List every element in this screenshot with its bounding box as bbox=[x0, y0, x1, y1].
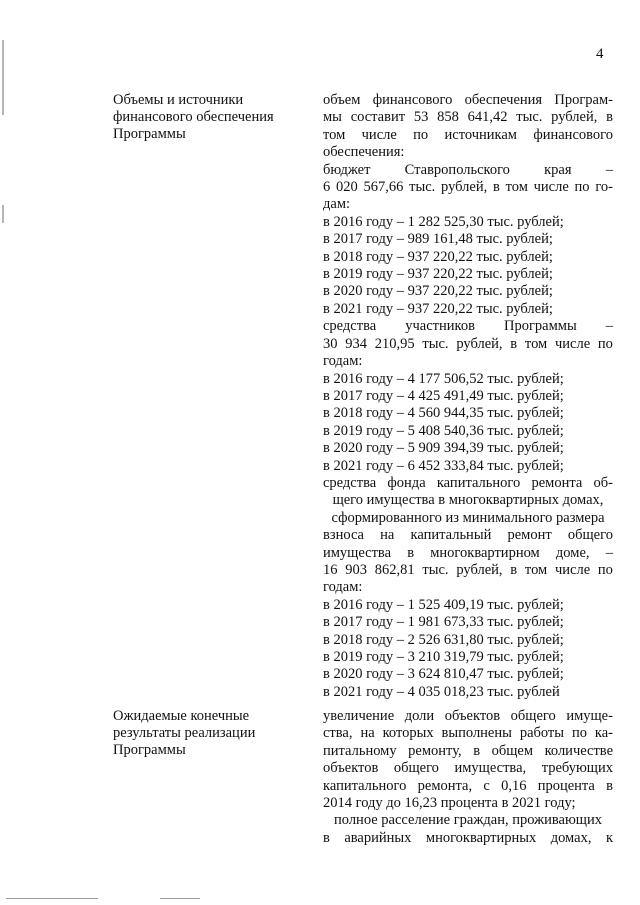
text-line: обеспечения: bbox=[323, 144, 405, 161]
text-line: в 2018 году – 937 220,22 тыс. рублей; bbox=[323, 248, 553, 265]
text-line: 2014 году до 16,23 процента в 2021 году; bbox=[323, 795, 576, 812]
text-line: в 2016 году – 1 282 525,30 тыс. рублей; bbox=[323, 213, 564, 230]
section-label-expected-results bbox=[113, 708, 298, 759]
section-content-expected-results bbox=[323, 708, 613, 847]
page-number: 4 bbox=[596, 46, 604, 62]
text-line: 16 903 862,81 тыс. рублей, в том числе по bbox=[323, 561, 613, 578]
text-line: взноса на капитальный ремонт общего bbox=[323, 527, 613, 544]
text-line: увеличение доли объектов общего имуще- bbox=[323, 708, 613, 724]
text-line: питальному ремонту, в общем количестве bbox=[323, 742, 613, 759]
label-line: Объемы и источники bbox=[113, 92, 244, 108]
text-line: в 2016 году – 1 525 409,19 тыс. рублей; bbox=[323, 596, 564, 613]
text-line: полное расселение граждан, проживающих bbox=[334, 812, 602, 829]
text-line: объем финансового обеспечения Програм- bbox=[323, 92, 613, 108]
text-line: в 2020 году – 937 220,22 тыс. рублей; bbox=[323, 283, 553, 300]
text-line: бюджет Ставропольского края – bbox=[323, 161, 613, 178]
label-line: Ожидаемые конечные bbox=[113, 708, 250, 724]
label-line: финансового обеспечения bbox=[113, 109, 274, 125]
text-line: в 2019 году – 937 220,22 тыс. рублей; bbox=[323, 266, 553, 283]
text-line: в 2020 году – 5 909 394,39 тыс. рублей; bbox=[323, 440, 564, 457]
text-line: капитального ремонта, с 0,16 процента в bbox=[323, 777, 613, 794]
text-line: годам: bbox=[323, 579, 363, 596]
text-line: в 2021 году – 6 452 333,84 тыс. рублей; bbox=[323, 457, 564, 474]
text-line: в 2021 году – 4 035 018,23 тыс. рублей bbox=[323, 683, 560, 700]
text-line: том числе по источникам финансового bbox=[323, 126, 613, 143]
section-content-financing bbox=[323, 92, 613, 701]
text-line: имущества в многоквартирном доме, – bbox=[323, 544, 613, 561]
text-line: 30 934 210,95 тыс. рублей, в том числе по bbox=[323, 335, 613, 352]
text-line: в 2017 году – 4 425 491,49 тыс. рублей; bbox=[323, 387, 564, 404]
scan-edge-mark bbox=[2, 40, 4, 115]
footer-rule bbox=[160, 898, 200, 899]
text-line: в 2016 году – 4 177 506,52 тыс. рублей; bbox=[323, 370, 564, 387]
text-line: дам: bbox=[323, 196, 351, 213]
text-line: в 2020 году – 3 624 810,47 тыс. рублей; bbox=[323, 666, 564, 683]
text-line: ства, на которых выполнены работы по ка- bbox=[323, 725, 613, 742]
text-line: средства участников Программы – bbox=[323, 318, 613, 335]
label-line: Программы bbox=[113, 742, 186, 758]
text-line: в аварийных многоквартирных домах, к bbox=[323, 829, 613, 846]
text-line: мы составит 53 858 641,42 тыс. рублей, в bbox=[323, 109, 613, 126]
text-line: в 2018 году – 2 526 631,80 тыс. рублей; bbox=[323, 631, 564, 648]
text-line: щего имущества в многоквартирных домах, bbox=[332, 492, 604, 509]
text-line: в 2017 году – 989 161,48 тыс. рублей; bbox=[323, 231, 553, 248]
text-line: в 2021 году – 937 220,22 тыс. рублей; bbox=[323, 300, 553, 317]
label-line: результаты реализации bbox=[113, 725, 256, 741]
text-line: в 2019 году – 3 210 319,79 тыс. рублей; bbox=[323, 649, 564, 665]
scan-edge-mark bbox=[2, 205, 4, 223]
text-line: в 2019 году – 5 408 540,36 тыс. рублей; bbox=[323, 422, 564, 439]
section-label-financing bbox=[113, 92, 298, 143]
footer-rule bbox=[6, 898, 98, 899]
text-line: сформированного из минимального размера bbox=[331, 509, 605, 526]
text-line: 6 020 567,66 тыс. рублей, в том числе по го- bbox=[323, 179, 613, 196]
text-line: средства фонда капитального ремонта об- bbox=[323, 474, 613, 491]
text-line: в 2018 году – 4 560 944,35 тыс. рублей; bbox=[323, 405, 564, 422]
text-line: годам: bbox=[323, 353, 363, 370]
text-line: объектов общего имущества, требующих bbox=[323, 760, 613, 777]
label-line: Программы bbox=[113, 126, 186, 142]
text-line: в 2017 году – 1 981 673,33 тыс. рублей; bbox=[323, 614, 564, 631]
